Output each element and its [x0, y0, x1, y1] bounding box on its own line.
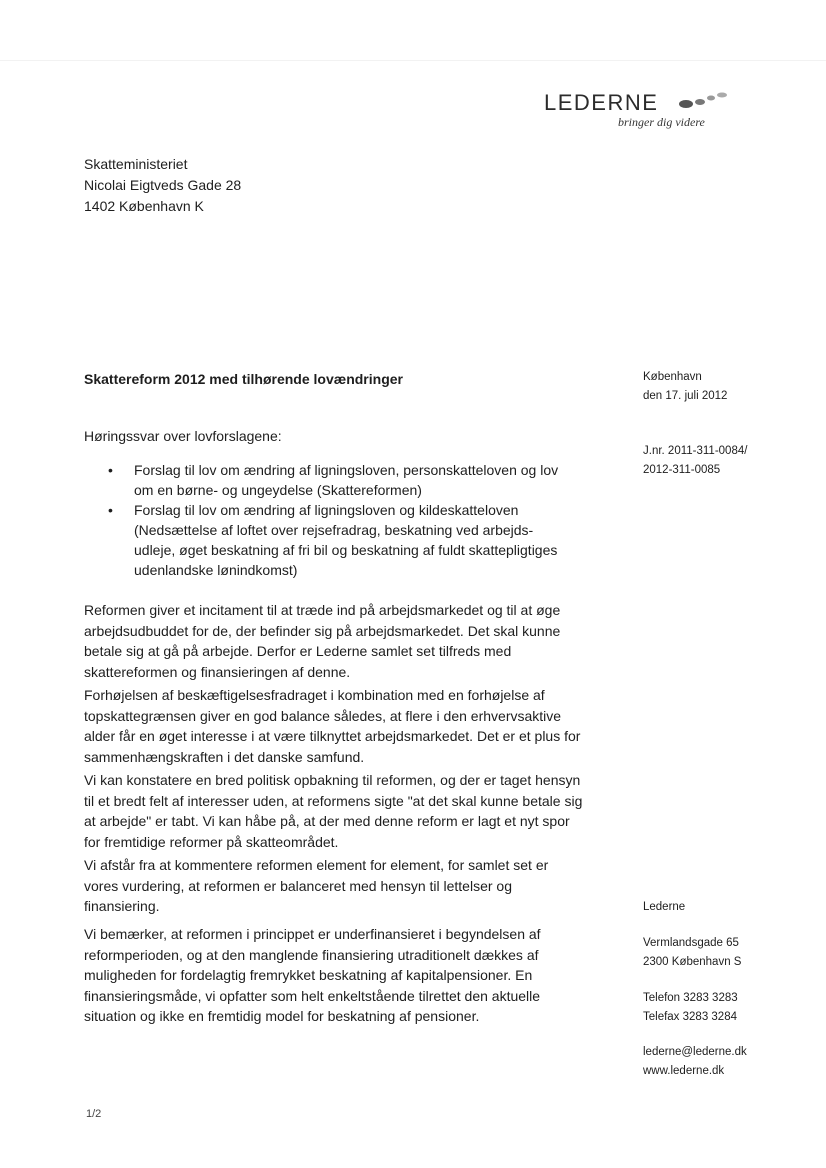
- street: Vermlandsgade 65: [643, 937, 739, 949]
- org-address: [643, 934, 741, 972]
- logo-tagline: bringer dig videre: [618, 115, 705, 129]
- logo-dots-icon: [678, 90, 734, 110]
- page-number: 1/2: [86, 1108, 102, 1120]
- logo-wordmark: LEDERNE: [544, 90, 659, 115]
- recipient-line: Skatteministeriet: [84, 156, 188, 172]
- postal-city: 2300 København S: [643, 956, 742, 968]
- body-paragraph: Vi bemærker, at reformen i princippet er underfinansieret i begyndelsen af reformperioden, og at den manglende finansiering utraditionelt dækkes af muligheden for fordelagtig fremrykket beskatning af kapitalpensioner. En finansieringsmåde, vi opfatter som helt enkeltstående tilrettet den aktuelle situation og ikke en fremtidig model for beskatning af pensioner.: [84, 926, 541, 1024]
- org-contact: [643, 1043, 747, 1081]
- org-name: Lederne: [643, 901, 686, 913]
- journal-number-line: J.nr. 2011-311-0084/: [643, 445, 748, 457]
- city: København: [643, 371, 702, 383]
- lederne-logo: [532, 88, 732, 136]
- recipient-line: 1402 København K: [84, 198, 204, 214]
- list-item-text: Forslag til lov om ændring af ligningsloven og kildeskatteloven (Nedsættelse af loftet over rejsefradrag, beskatning ved arbejds-udleje, øget beskatning af fri bil og beskatning af fuldt skattepligtiges udenlandske lønindkomst): [134, 502, 558, 578]
- journal-number-line: 2012-311-0085: [643, 464, 721, 476]
- fax: Telefax 3283 3284: [643, 1011, 737, 1023]
- body-paragraph: Vi kan konstatere en bred politisk opbakning til reformen, og der er taget hensyn til et bredt felt af interesser uden, at reformens sigte "at det skal kunne betale sig at arbejde" er tabt. Vi kan håbe på, at der med denne reform er lagt et nyt spor for fremtidige reformer på skatteområdet.: [84, 772, 583, 850]
- scan-edge-line: [0, 60, 826, 61]
- recipient-line: Nicolai Eigtveds Gade 28: [84, 177, 242, 193]
- email-link[interactable]: lederne@lederne.dk: [643, 1046, 747, 1058]
- bullet-list: [104, 460, 574, 580]
- journal-number: [643, 442, 747, 480]
- body-paragraph: Vi afstår fra at kommentere reformen element for element, for samlet set er vores vurdering, at reformen er balanceret med hensyn til lettelser og finansiering.: [84, 857, 549, 914]
- intro-heading: Høringssvar over lovforslagene:: [84, 428, 282, 444]
- list-item: [104, 500, 574, 580]
- bullet-icon: •: [108, 502, 113, 518]
- list-item: [104, 460, 574, 500]
- body-paragraph: Reformen giver et incitament til at træde ind på arbejdsmarkedet og til at øge arbejdsudbuddet for de, der befinder sig på arbejdsmarkedet. Det skal kunne betale sig at gå på arbejde. Derfor er Lederne samlet set tilfreds med skattereformen og finansieringen af denne.: [84, 602, 561, 680]
- body-paragraph: Forhøjelsen af beskæftigelsesfradraget i kombination med en forhøjelse af topskattegrænsen giver en god balance således, at flere i den erhvervsaktive alder får en øget interesse i at være tilknyttet arbejdsmarkedet. Det er et plus for sammenhængskraften i det danske samfund.: [84, 687, 581, 765]
- web-link[interactable]: www.lederne.dk: [643, 1065, 725, 1077]
- letter-subject: Skattereform 2012 med tilhørende lovændringer: [84, 371, 403, 387]
- phone: Telefon 3283 3283: [643, 992, 738, 1004]
- place-date: [643, 368, 727, 406]
- bullet-icon: •: [108, 462, 113, 478]
- list-item-text: Forslag til lov om ændring af ligningsloven, personskatteloven og lov om en børne- og ungeydelse (Skattereformen): [134, 462, 559, 498]
- org-phone: [643, 989, 738, 1027]
- recipient-address: [84, 154, 241, 217]
- date: den 17. juli 2012: [643, 390, 728, 402]
